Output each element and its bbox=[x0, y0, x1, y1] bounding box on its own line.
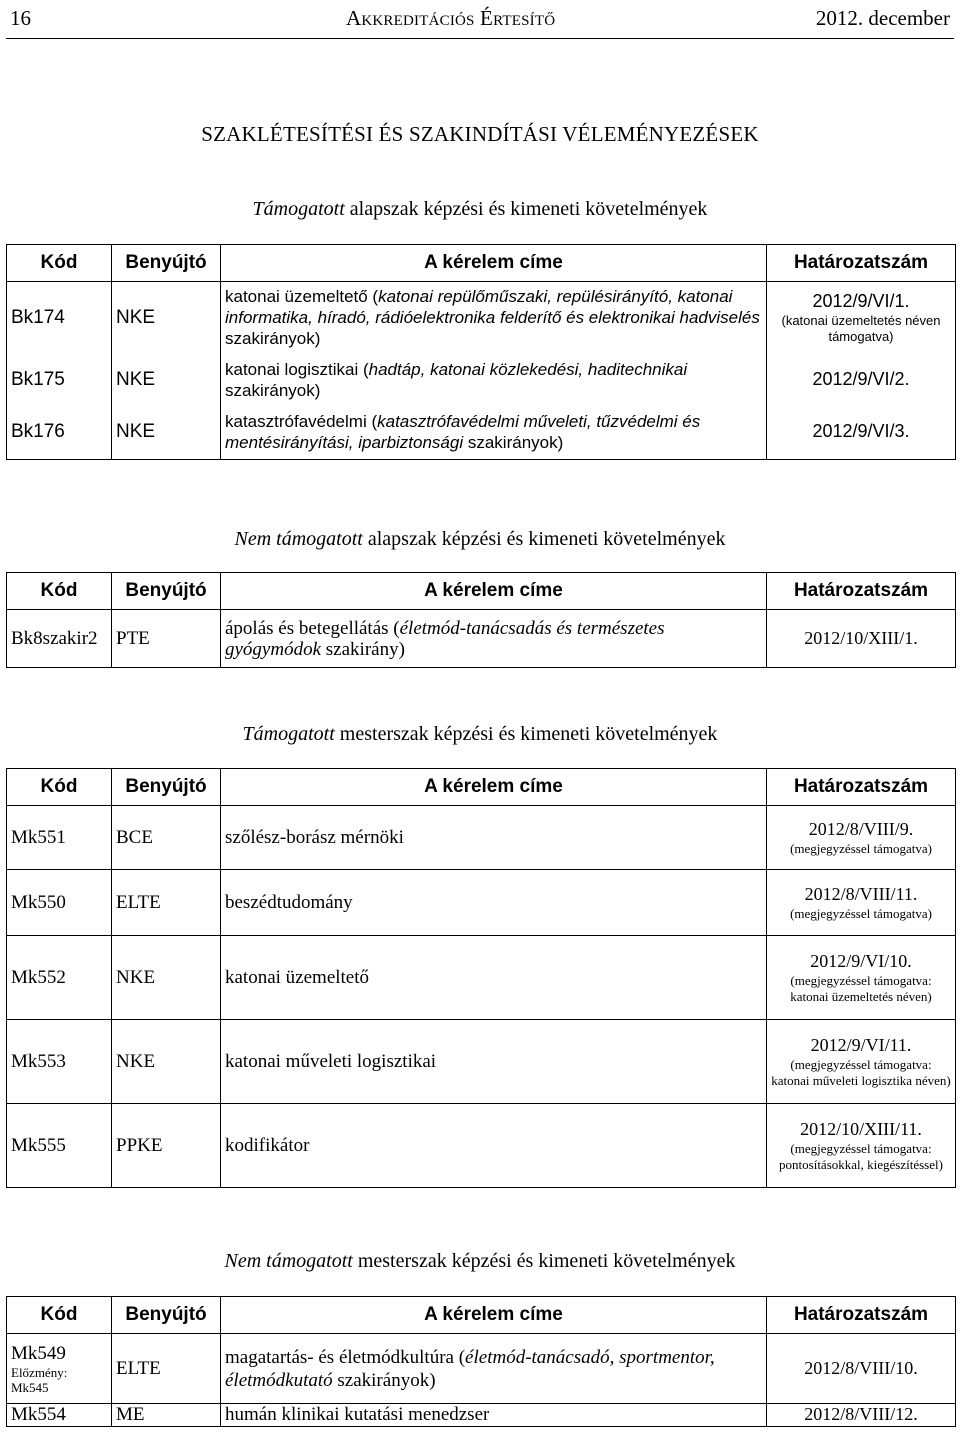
row-resolution: 2012/9/VI/11. (megjegyzéssel támogatva: katonai műveleti logisztika néven) bbox=[767, 1020, 956, 1104]
row-resolution: 2012/8/VIII/11. (megjegyzéssel támogatva) bbox=[767, 870, 956, 936]
section-title-rest: mesterszak képzési és kimeneti követelmények bbox=[357, 1250, 736, 1272]
row-resolution: 2012/9/VI/1. (katonai üzemeltetés néven támogatva) bbox=[767, 282, 956, 354]
col-hat: Határozatszám bbox=[767, 769, 956, 806]
row-code: Mk553 bbox=[7, 1020, 112, 1104]
table-row bbox=[7, 282, 956, 354]
section-title-3 bbox=[0, 723, 960, 746]
col-benyujto: Benyújtó bbox=[112, 245, 221, 282]
row-title: kodifikátor bbox=[221, 1104, 767, 1188]
row-title: katonai üzemeltető (katonai repülőműszaki, repülésirányító, katonai informatika, híradó, rádióelektronika felderítő és elektronikai hadviselés szakirányok) bbox=[221, 282, 767, 354]
row-code: Mk555 bbox=[7, 1104, 112, 1188]
row-note: (katonai üzemeltetés néven támogatva) bbox=[781, 312, 941, 344]
table-row bbox=[7, 1020, 956, 1104]
row-code: Mk550 bbox=[7, 870, 112, 936]
journal-title: Akkreditációs Értesítő bbox=[346, 6, 556, 30]
row-resolution: 2012/10/XIII/1. bbox=[767, 610, 956, 668]
row-submitter: ME bbox=[112, 1404, 221, 1427]
col-cim: A kérelem címe bbox=[221, 769, 767, 806]
col-kod: Kód bbox=[7, 1297, 112, 1334]
table-row bbox=[7, 354, 956, 406]
col-benyujto: Benyújtó bbox=[112, 573, 221, 610]
row-code: Mk552 bbox=[7, 936, 112, 1020]
row-code: Mk554 bbox=[7, 1404, 112, 1427]
table-header bbox=[7, 769, 956, 806]
row-note: (megjegyzéssel támogatva: pontosításokkal, kiegészítéssel) bbox=[779, 1140, 943, 1172]
row-submitter: PPKE bbox=[112, 1104, 221, 1188]
col-hat: Határozatszám bbox=[767, 1297, 956, 1334]
row-title: ápolás és betegellátás (életmód-tanácsadás és természetes gyógymódok szakirány) bbox=[221, 610, 767, 668]
row-title: magatartás- és életmódkultúra (életmód-tanácsadó, sportmentor, életmódkutató szakirányok) bbox=[221, 1334, 767, 1404]
row-code: Mk551 bbox=[7, 806, 112, 870]
row-code: Bk8szakir2 bbox=[7, 610, 112, 668]
row-title: beszédtudomány bbox=[221, 870, 767, 936]
col-benyujto: Benyújtó bbox=[112, 1297, 221, 1334]
table-header bbox=[7, 573, 956, 610]
row-resolution: 2012/9/VI/3. bbox=[767, 406, 956, 460]
table-row bbox=[7, 806, 956, 870]
col-kod: Kód bbox=[7, 573, 112, 610]
section-title-rest: alapszak képzési és kimeneti követelmények bbox=[349, 198, 708, 220]
table-supported-master bbox=[6, 768, 956, 1188]
row-code: Bk174 bbox=[7, 282, 112, 354]
section-title-2 bbox=[0, 528, 960, 551]
col-hat: Határozatszám bbox=[767, 573, 956, 610]
table-unsupported-master bbox=[6, 1296, 956, 1427]
col-kod: Kód bbox=[7, 769, 112, 806]
section-title-italic: Nem támogatott bbox=[234, 528, 363, 550]
section-title-rest: mesterszak képzési és kimeneti követelmények bbox=[339, 723, 718, 745]
row-code: Mk549 Előzmény: Mk545 bbox=[7, 1334, 112, 1404]
row-note: (megjegyzéssel támogatva: katonai üzemeltetés néven) bbox=[790, 972, 932, 1004]
row-submitter: NKE bbox=[112, 936, 221, 1020]
previous-label: Előzmény: bbox=[11, 1364, 68, 1380]
row-submitter: NKE bbox=[112, 1020, 221, 1104]
table-row bbox=[7, 936, 956, 1020]
table-row bbox=[7, 406, 956, 460]
row-submitter: NKE bbox=[112, 354, 221, 406]
section-title-italic: Támogatott bbox=[252, 198, 345, 220]
row-resolution: 2012/8/VIII/12. bbox=[767, 1404, 956, 1427]
section-title-italic: Támogatott bbox=[242, 723, 335, 745]
issue-date: 2012. december bbox=[815, 6, 950, 30]
row-submitter: NKE bbox=[112, 282, 221, 354]
row-title: katonai logisztikai (hadtáp, katonai közlekedési, haditechnikai szakirányok) bbox=[221, 354, 767, 406]
row-title: katonai műveleti logisztikai bbox=[221, 1020, 767, 1104]
row-submitter: ELTE bbox=[112, 1334, 221, 1404]
col-hat: Határozatszám bbox=[767, 245, 956, 282]
table-row bbox=[7, 1334, 956, 1404]
table-row bbox=[7, 1404, 956, 1427]
row-note: (megjegyzéssel támogatva: katonai műveleti logisztika néven) bbox=[771, 1056, 951, 1088]
row-resolution: 2012/9/VI/2. bbox=[767, 354, 956, 406]
row-note: (megjegyzéssel támogatva) bbox=[790, 905, 932, 921]
table-header bbox=[7, 1297, 956, 1334]
row-code: Bk176 bbox=[7, 406, 112, 460]
col-cim: A kérelem címe bbox=[221, 245, 767, 282]
page-number: 16 bbox=[10, 6, 31, 30]
section-title-italic: Nem támogatott bbox=[224, 1250, 353, 1272]
row-code: Bk175 bbox=[7, 354, 112, 406]
table-row bbox=[7, 1104, 956, 1188]
row-resolution: 2012/8/VIII/10. bbox=[767, 1334, 956, 1404]
table-header bbox=[7, 245, 956, 282]
table-row bbox=[7, 870, 956, 936]
row-resolution: 2012/9/VI/10. (megjegyzéssel támogatva: katonai üzemeltetés néven) bbox=[767, 936, 956, 1020]
row-submitter: ELTE bbox=[112, 870, 221, 936]
section-title-1 bbox=[0, 198, 960, 221]
col-kod: Kód bbox=[7, 245, 112, 282]
col-benyujto: Benyújtó bbox=[112, 769, 221, 806]
col-cim: A kérelem címe bbox=[221, 573, 767, 610]
row-title: szőlész-borász mérnöki bbox=[221, 806, 767, 870]
row-title: humán klinikai kutatási menedzser bbox=[221, 1404, 767, 1427]
row-resolution: 2012/8/VIII/9. (megjegyzéssel támogatva) bbox=[767, 806, 956, 870]
row-submitter: NKE bbox=[112, 406, 221, 460]
row-submitter: PTE bbox=[112, 610, 221, 668]
table-unsupported-bachelor bbox=[6, 572, 956, 668]
page-title: SZAKLÉTESÍTÉSI ÉS SZAKINDÍTÁSI VÉLEMÉNYEZÉSEK bbox=[201, 122, 759, 146]
section-title-4 bbox=[0, 1250, 960, 1273]
col-cim: A kérelem címe bbox=[221, 1297, 767, 1334]
row-resolution: 2012/10/XIII/11. (megjegyzéssel támogatva: pontosításokkal, kiegészítéssel) bbox=[767, 1104, 956, 1188]
page-header bbox=[0, 0, 960, 40]
row-title: katasztrófavédelmi (katasztrófavédelmi műveleti, tűzvédelmi és mentésirányítási, iparbiztonsági szakirányok) bbox=[221, 406, 767, 460]
row-title: katonai üzemeltető bbox=[221, 936, 767, 1020]
section-title-rest: alapszak képzési és kimeneti követelmények bbox=[367, 528, 726, 550]
table-supported-bachelor bbox=[6, 244, 956, 460]
row-note: (megjegyzéssel támogatva) bbox=[790, 840, 932, 856]
previous-code: Mk545 bbox=[11, 1379, 49, 1395]
row-submitter: BCE bbox=[112, 806, 221, 870]
table-row bbox=[7, 610, 956, 668]
header-rule bbox=[6, 38, 954, 39]
